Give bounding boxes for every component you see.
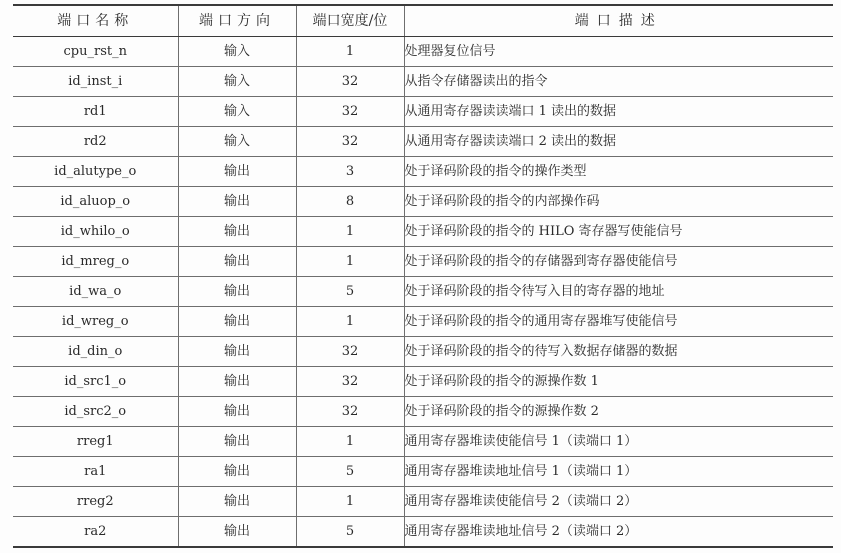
port-description-cell: 从通用寄存器读读端口 2 读出的数据 [404, 127, 833, 157]
port-direction-cell: 输出 [178, 457, 296, 487]
table-header [13, 5, 833, 37]
port-width-cell: 1 [296, 217, 404, 247]
port-direction-cell: 输出 [178, 427, 296, 457]
table-row [13, 247, 833, 277]
port-name-cell: ra1 [13, 457, 178, 487]
table-row [13, 97, 833, 127]
table-row [13, 397, 833, 427]
port-description-cell: 从指令存储器读出的指令 [404, 67, 833, 97]
port-name-cell: id_alutype_o [13, 157, 178, 187]
port-direction-cell: 输出 [178, 307, 296, 337]
header-port-direction: 端口方向 [178, 5, 296, 37]
port-description-cell: 处于译码阶段的指令的 HILO 寄存器写使能信号 [404, 217, 833, 247]
table-row [13, 487, 833, 517]
port-description-cell: 通用寄存器堆读使能信号 1（读端口 1） [404, 427, 833, 457]
port-name-cell: id_src1_o [13, 367, 178, 397]
port-name-cell: id_din_o [13, 337, 178, 367]
header-row [13, 5, 833, 37]
port-width-cell: 5 [296, 457, 404, 487]
port-width-cell: 1 [296, 247, 404, 277]
port-description-cell: 处于译码阶段的指令的待写入数据存储器的数据 [404, 337, 833, 367]
port-width-cell: 32 [296, 97, 404, 127]
port-direction-cell: 输出 [178, 277, 296, 307]
port-description-cell: 处于译码阶段的指令待写入目的寄存器的地址 [404, 277, 833, 307]
port-name-cell: rd2 [13, 127, 178, 157]
port-direction-cell: 输出 [178, 487, 296, 517]
port-name-cell: id_mreg_o [13, 247, 178, 277]
port-direction-cell: 输出 [178, 187, 296, 217]
table-row [13, 337, 833, 367]
table-row [13, 187, 833, 217]
port-width-cell: 3 [296, 157, 404, 187]
port-width-cell: 1 [296, 427, 404, 457]
port-direction-cell: 输出 [178, 367, 296, 397]
port-name-cell: id_wa_o [13, 277, 178, 307]
port-width-cell: 32 [296, 127, 404, 157]
table-row [13, 67, 833, 97]
table-row [13, 457, 833, 487]
port-width-cell: 8 [296, 187, 404, 217]
table-row [13, 367, 833, 397]
port-description-cell: 处理器复位信号 [404, 37, 833, 67]
port-width-cell: 32 [296, 367, 404, 397]
port-name-cell: id_src2_o [13, 397, 178, 427]
port-width-cell: 32 [296, 337, 404, 367]
port-name-cell: rd1 [13, 97, 178, 127]
port-description-cell: 处于译码阶段的指令的源操作数 2 [404, 397, 833, 427]
port-direction-cell: 输出 [178, 157, 296, 187]
port-name-cell: id_aluop_o [13, 187, 178, 217]
port-width-cell: 1 [296, 307, 404, 337]
port-description-cell: 通用寄存器堆读地址信号 2（读端口 2） [404, 517, 833, 548]
port-name-cell: rreg1 [13, 427, 178, 457]
port-description-cell: 处于译码阶段的指令的存储器到寄存器使能信号 [404, 247, 833, 277]
port-description-cell: 处于译码阶段的指令的通用寄存器堆写使能信号 [404, 307, 833, 337]
port-direction-cell: 输出 [178, 517, 296, 548]
port-description-cell: 处于译码阶段的指令的操作类型 [404, 157, 833, 187]
table-row [13, 307, 833, 337]
port-name-cell: id_inst_i [13, 67, 178, 97]
port-name-cell: rreg2 [13, 487, 178, 517]
port-width-cell: 32 [296, 397, 404, 427]
port-description-cell: 从通用寄存器读读端口 1 读出的数据 [404, 97, 833, 127]
port-width-cell: 1 [296, 37, 404, 67]
table-row [13, 277, 833, 307]
port-name-cell: id_wreg_o [13, 307, 178, 337]
port-direction-cell: 输入 [178, 97, 296, 127]
port-direction-cell: 输出 [178, 337, 296, 367]
port-name-cell: cpu_rst_n [13, 37, 178, 67]
header-port-name: 端口名称 [13, 5, 178, 37]
port-direction-cell: 输出 [178, 397, 296, 427]
port-description-cell: 处于译码阶段的指令的源操作数 1 [404, 367, 833, 397]
table-row [13, 157, 833, 187]
table-row [13, 427, 833, 457]
table-row [13, 37, 833, 67]
port-direction-cell: 输出 [178, 247, 296, 277]
port-direction-cell: 输入 [178, 37, 296, 67]
table-row [13, 217, 833, 247]
table-row [13, 127, 833, 157]
header-port-width: 端口宽度/位 [296, 5, 404, 37]
port-width-cell: 5 [296, 277, 404, 307]
table-body [13, 37, 833, 548]
port-width-cell: 1 [296, 487, 404, 517]
port-direction-cell: 输入 [178, 67, 296, 97]
port-description-cell: 通用寄存器堆读地址信号 1（读端口 1） [404, 457, 833, 487]
port-description-cell: 处于译码阶段的指令的内部操作码 [404, 187, 833, 217]
port-name-cell: ra2 [13, 517, 178, 548]
port-description-cell: 通用寄存器堆读使能信号 2（读端口 2） [404, 487, 833, 517]
port-direction-cell: 输入 [178, 127, 296, 157]
port-table [13, 4, 833, 548]
table-row [13, 517, 833, 548]
port-width-cell: 32 [296, 67, 404, 97]
header-port-description: 端口描述 [404, 5, 833, 37]
port-direction-cell: 输出 [178, 217, 296, 247]
port-name-cell: id_whilo_o [13, 217, 178, 247]
port-width-cell: 5 [296, 517, 404, 548]
